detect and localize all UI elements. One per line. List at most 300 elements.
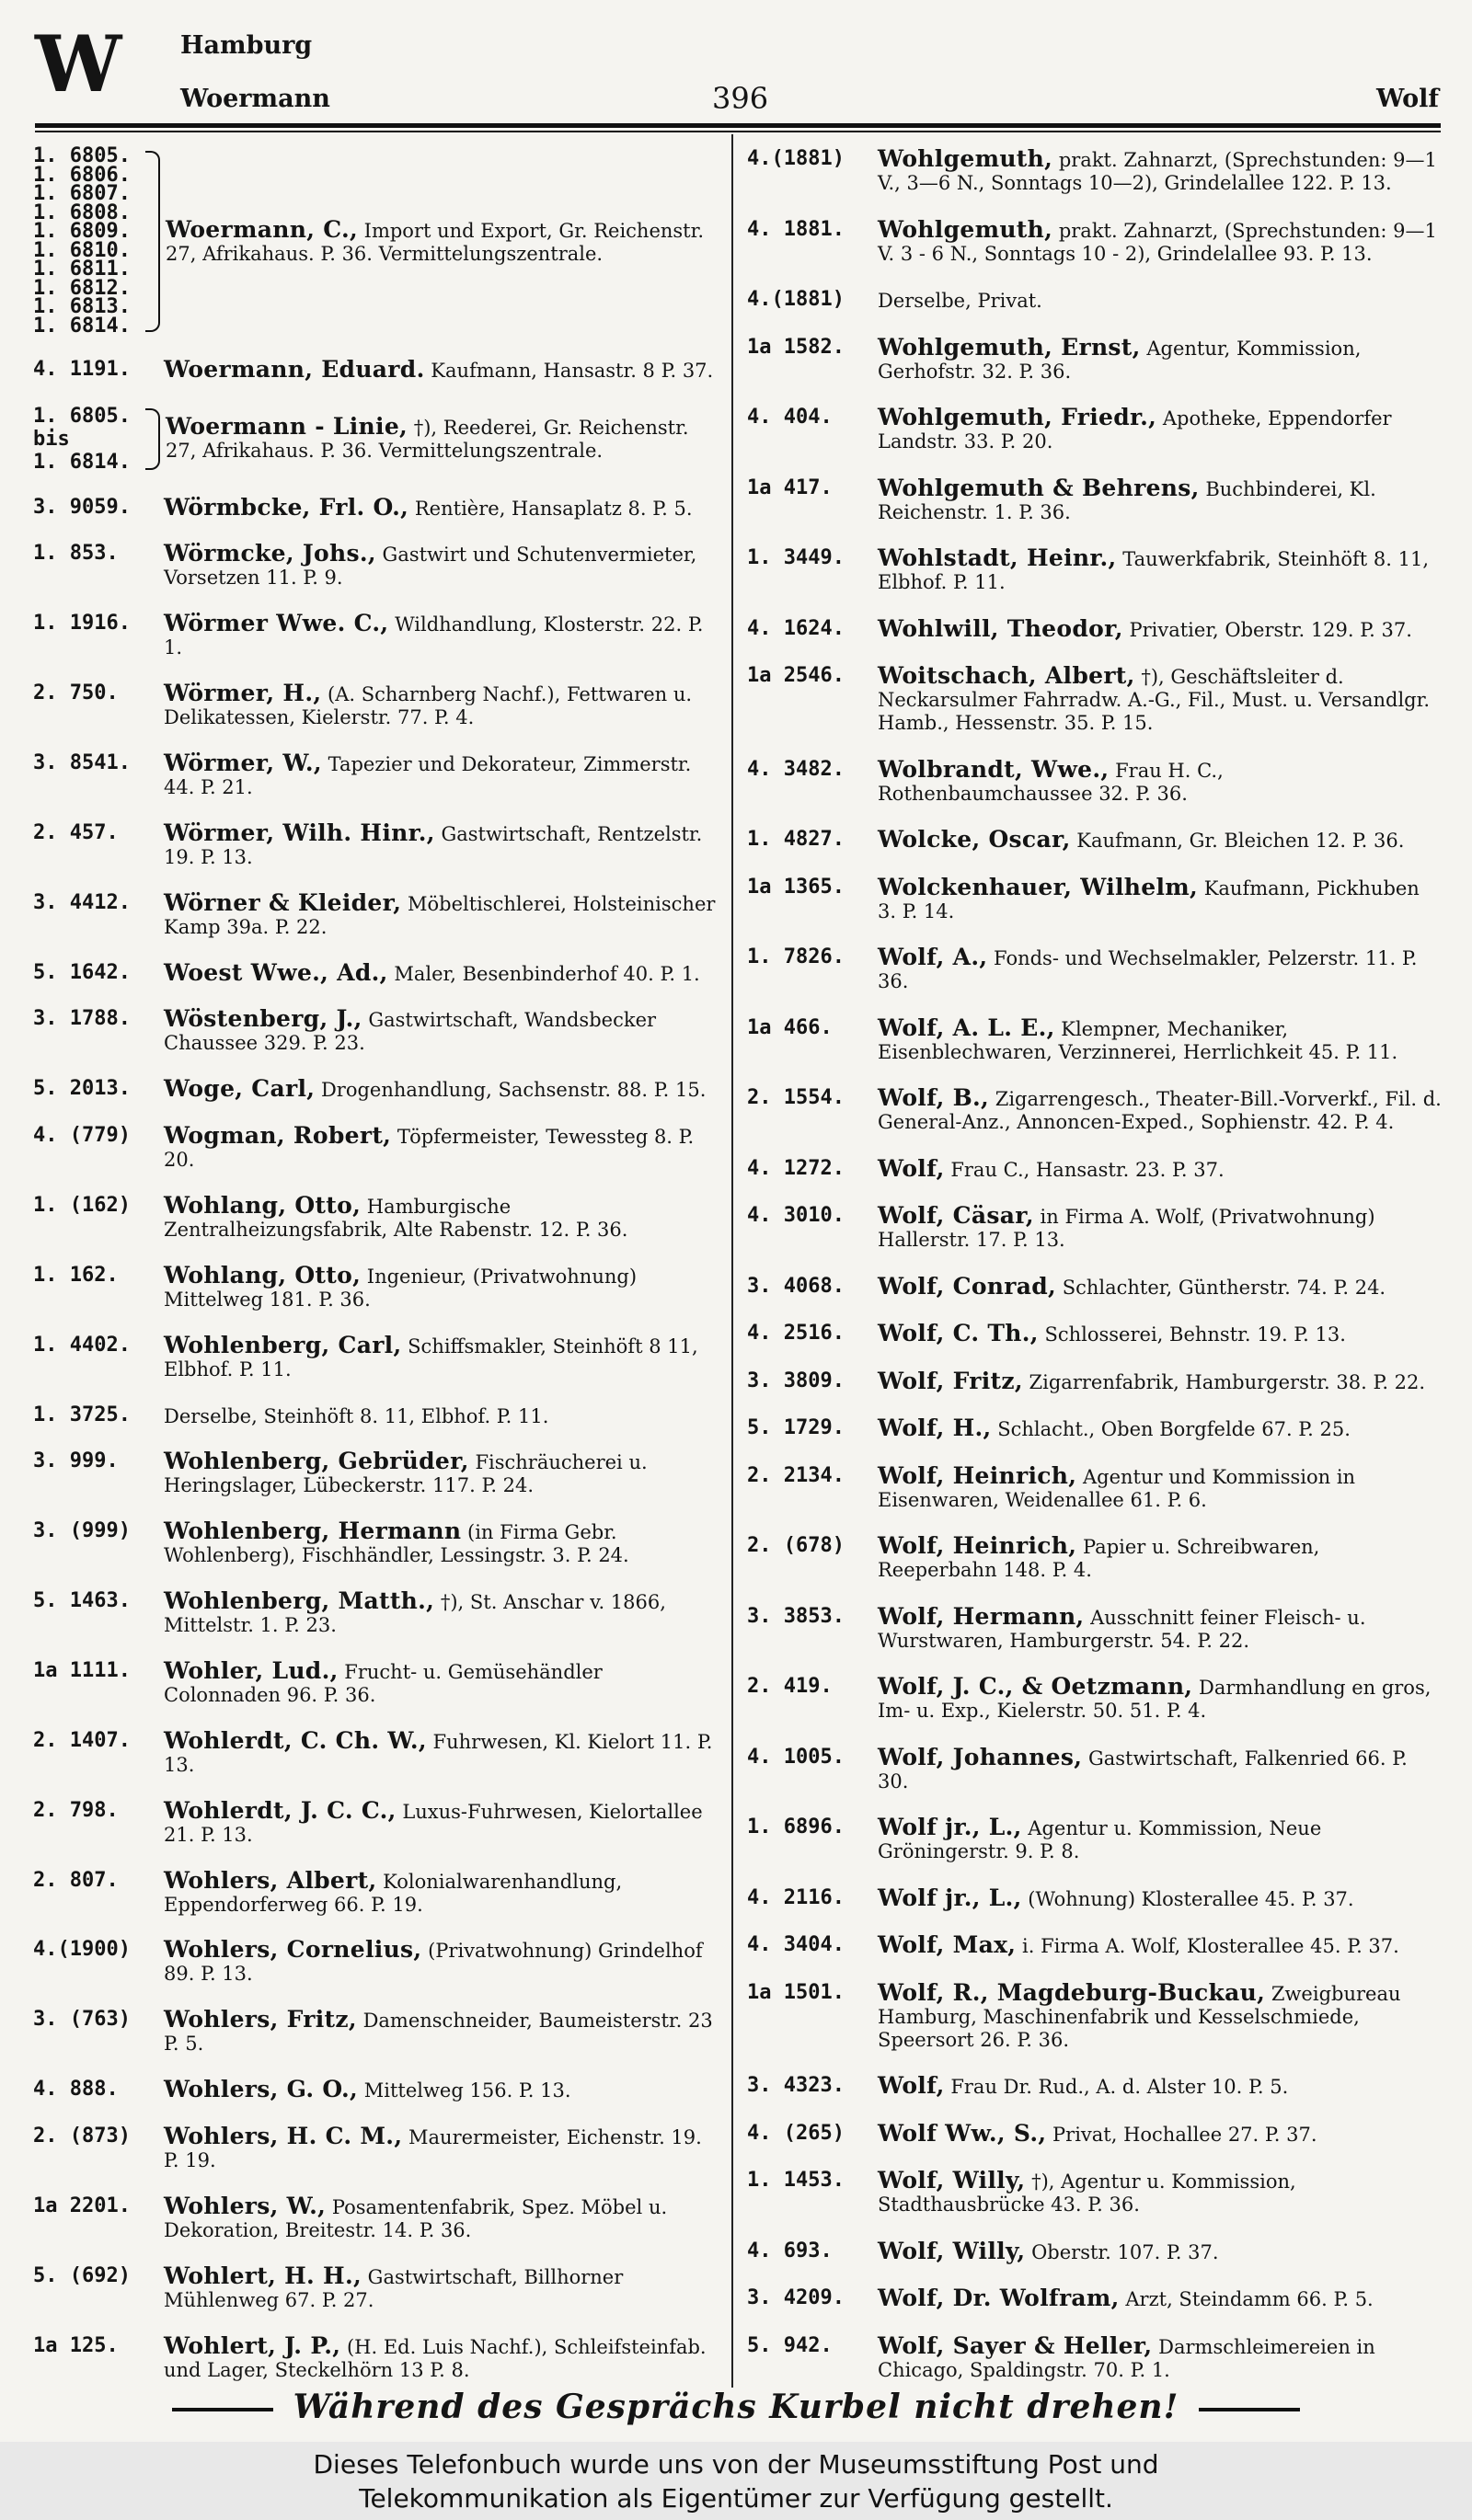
number-list (33, 405, 145, 474)
listing-text (164, 612, 719, 659)
listing-number: 5. 1642. (33, 960, 131, 984)
listing-text (878, 2169, 1442, 2216)
listing-text (878, 476, 1442, 524)
listing-text (878, 1534, 1442, 1582)
slogan-dash (172, 2408, 273, 2411)
listing-number: 3. 4068. (747, 1274, 845, 1298)
listing-name: Wolf, A., (878, 944, 988, 970)
listing-number: 3. 3853. (747, 1604, 845, 1628)
listing-name: Wohlstadt, Heinr., (878, 544, 1117, 571)
listing-detail: Apotheke, Eppendorfer Landstr. 33. P. 20. (878, 407, 1392, 452)
page-number: 396 (712, 81, 769, 116)
listing-number: 3. (999) (33, 1519, 131, 1543)
listing-name: Wolf, J. C., & Oetzmann, (878, 1673, 1193, 1700)
listing-text (164, 1519, 719, 1567)
listing-number: 4. (779) (33, 1124, 131, 1148)
listing-number: 1a 1582. (747, 335, 845, 359)
listing-text (878, 546, 1442, 594)
listing-detail: Mittelweg 156. P. 13. (363, 2079, 571, 2102)
listing-number: 4. 1624. (747, 616, 845, 640)
listing-detail: (A. Scharnberg Nachf.), Fettwaren u. Delikatessen, Kielerstr. 77. P. 4. (164, 683, 693, 729)
listing-name: Wolf, A. L. E., (878, 1014, 1055, 1041)
listing-entry (747, 1154, 1442, 1182)
listing-entry (33, 1589, 719, 1637)
header-rule (35, 123, 1441, 128)
listing-name: Wörmer, Wilh. Hinr., (164, 819, 435, 846)
listing-number: 5. 1463. (33, 1589, 131, 1613)
listing-name: Wolf, Willy, (878, 2237, 1026, 2264)
listing-entry (747, 1816, 1442, 1863)
listing-text (164, 682, 719, 729)
listing-detail: Möbeltischlerei, Holsteinischer Kamp 39a. P. 22. (164, 892, 716, 938)
listing-number: 1. 6805. (33, 404, 131, 428)
listing-name: Wolf jr., L., (878, 1884, 1022, 1911)
listing-text (878, 1416, 1442, 1441)
listing-number: 1. 162. (33, 1263, 119, 1287)
listing-entry (33, 888, 719, 939)
listing-detail: prakt. Zahnarzt, (Sprechstunden: 9—1 V. 3 - 6 N., Sonntags 10 - 2), Grindelallee 93. P. 13. (878, 219, 1437, 265)
listing-detail: Gastwirtschaft, Rentzelstr. 19. P. 13. (164, 822, 703, 868)
listing-detail: (Wohnung) Klosterallee 45. P. 37. (1028, 1887, 1354, 1910)
listing-text (164, 1007, 719, 1055)
listing-name: Wolf, (878, 1154, 945, 1182)
listing-detail: Luxus-Fuhrwesen, Kielortallee 21. P. 13. (164, 1800, 703, 1846)
listing-text (164, 1194, 719, 1242)
listing-text (878, 1743, 1442, 1793)
listing-entry (747, 755, 1442, 806)
listing-entry (33, 1007, 719, 1055)
listing-name: Wörmer, H., (164, 680, 322, 707)
listing-name: Wolf, Fritz, (878, 1367, 1023, 1394)
listing-name: Woge, Carl, (164, 1075, 316, 1103)
listing-entry (747, 828, 1442, 853)
listing-name: Wogman, Robert, (164, 1122, 392, 1150)
listing-text (878, 1204, 1442, 1252)
listing-number: 4. 1272. (747, 1156, 845, 1180)
listing-text (164, 2008, 719, 2056)
listing-detail: Fuhrwesen, Kl. Kielort 11. P. 13. (164, 1730, 713, 1776)
listing-entry (747, 1743, 1442, 1793)
listing-number: 3. 3809. (747, 1369, 845, 1392)
listing-detail: Frau H. C., Rothenbaumchaussee 32. P. 36. (878, 759, 1224, 805)
listing-name: Wohlers, Cornelius, (164, 1936, 422, 1964)
listing-number: 4. 1191. (33, 357, 131, 381)
listing-name: Woitschach, Albert, (878, 662, 1135, 689)
listing-text (878, 1272, 1442, 1300)
listing-name: Wohlang, Otto, (164, 1192, 362, 1220)
listing-text (164, 2194, 719, 2242)
listing-name: Wolf, B., (878, 1084, 990, 1111)
listing-number: 1a 417. (747, 475, 833, 499)
listing-detail: Posamentenfabrik, Spez. Möbel u. Dekoration, Breitestr. 14. P. 36. (164, 2195, 668, 2241)
listing-text (878, 1816, 1442, 1863)
listing-text (878, 2286, 1442, 2311)
listing-name: Wolf, (878, 2072, 945, 2099)
listing-name: Wohlers, W., (164, 2192, 327, 2219)
listing-number: 2. 750. (33, 682, 119, 705)
listing-entry (747, 1016, 1442, 1064)
footer-slogan (0, 2388, 1472, 2426)
listing-entry (33, 355, 719, 383)
listing-number: 4. 3404. (747, 1933, 845, 1956)
listing-text (164, 2331, 719, 2382)
listing-entry (747, 1461, 1442, 1512)
listing-entry (33, 2331, 719, 2382)
listing-detail: Ausschnitt feiner Fleisch- u. Wurstwaren, Hamburgerstr. 54. P. 22. (878, 1606, 1366, 1652)
listing-number: 5. 1729. (747, 1416, 845, 1439)
listing-entry (33, 2008, 719, 2056)
listing-number: 1. 6813. (33, 295, 131, 318)
listing-number: 5. 2013. (33, 1077, 131, 1101)
listing-number: 4.(1900) (33, 1938, 131, 1962)
listing-number: 1. 6812. (33, 276, 131, 300)
listing-detail: Agentur, Kommission, Gerhofstr. 32. P. 36. (878, 337, 1362, 383)
listing-name: Wolf, Heinrich, (878, 1532, 1077, 1559)
right-column (747, 147, 1442, 2382)
listing-name: Wohlers, Fritz, (164, 2006, 357, 2033)
listing-detail: Fonds- und Wechselmakler, Pelzerstr. 11. P. 36. (878, 947, 1418, 992)
listing-text (164, 958, 719, 986)
listing-text (878, 333, 1442, 384)
listing-detail: Rentière, Hansaplatz 8. P. 5. (414, 497, 693, 520)
listing-number: 1. 6806. (33, 163, 131, 187)
listing-number: 4. 2516. (747, 1322, 845, 1345)
listing-detail: Klempner, Mechaniker, Eisenblechwaren, Verzinnerei, Herrlichkeit 45. P. 11. (878, 1017, 1398, 1063)
listing-detail: Maler, Besenbinderhof 40. P. 1. (394, 962, 700, 985)
listing-number: 1a 1111. (33, 1659, 131, 1683)
listing-detail: Papier u. Schreibwaren, Reeperbahn 148. P. 4. (878, 1536, 1320, 1581)
listing-entry (747, 406, 1442, 453)
listing-number: 1. 6809. (33, 220, 131, 243)
listing-name: Wolf, Willy, (878, 2167, 1026, 2194)
listing-number: 4.(1881) (747, 147, 845, 170)
listing-text (878, 873, 1442, 923)
listing-text (878, 1461, 1442, 1512)
listing-entry (33, 1866, 719, 1917)
listing-block (33, 355, 719, 383)
listing-name: Woermann - Linie, (166, 413, 408, 441)
listing-detail: Schlosserei, Behnstr. 19. P. 13. (1044, 1323, 1346, 1346)
section-letter: W (35, 18, 121, 109)
listing-entry (33, 1331, 719, 1381)
listing-detail: Zigarrenfabrik, Hamburgerstr. 38. P. 22. (1029, 1370, 1426, 1393)
listing-text (878, 2119, 1442, 2147)
listing-entry (33, 542, 719, 590)
listing-text (878, 1086, 1442, 1134)
listing-entry (33, 612, 719, 659)
listing-number: 3. 4412. (33, 890, 131, 914)
listing-detail: Kaufmann, Hansastr. 8 P. 37. (431, 359, 714, 382)
grouped-listing (33, 144, 719, 338)
listing-detail: Agentur und Kommission in Eisenwaren, Weidenallee 61. P. 6. (878, 1465, 1356, 1511)
listing-entry (747, 2074, 1442, 2099)
listing-text (164, 1331, 719, 1381)
listing-detail: Maurermeister, Eichenstr. 19. P. 19. (164, 2126, 702, 2172)
listing-detail: Agentur u. Kommission, Neue Gröningerstr. 9. P. 8. (878, 1817, 1322, 1862)
left-column (33, 144, 719, 2382)
listing-detail: Kaufmann, Pickhuben 3. P. 14. (878, 876, 1420, 922)
listing-entry (747, 1369, 1442, 1394)
listing-detail: i. Firma A. Wolf, Klosterallee 45. P. 37. (1022, 1935, 1399, 1957)
listing-name: Wolf jr., L., (878, 1814, 1022, 1840)
listing-name: Wohlgemuth, (878, 145, 1053, 172)
listing-number: 4. 3010. (747, 1204, 845, 1227)
listing-text (878, 2331, 1442, 2382)
listing-text (878, 945, 1442, 993)
listing-entry (747, 2119, 1442, 2147)
listing-entry (33, 1261, 719, 1312)
listing-number: 3. (763) (33, 2008, 131, 2032)
listing-detail: Töpfermeister, Tewessteg 8. P. 20. (164, 1126, 695, 1172)
listing-number: 4. 1005. (747, 1745, 845, 1769)
listing-detail: Zweigbureau Hamburg, Maschinenfabrik und Kesselschmiede, Speersort 26. P. 36. (878, 1982, 1401, 2051)
slogan-dash (1199, 2408, 1300, 2411)
listing-number: 1. 6811. (33, 258, 131, 281)
listing-text (164, 2078, 719, 2102)
listing-detail: Fischräucherei u. Heringslager, Lübeckerstr. 117. P. 24. (164, 1451, 648, 1497)
listing-text (878, 1016, 1442, 1064)
listing-number: bis (33, 427, 70, 451)
listing-number: 1. 6808. (33, 200, 131, 224)
listing-number: 1. 3449. (747, 546, 845, 569)
listing-entry (33, 2194, 719, 2242)
listing-number: 4. (265) (747, 2121, 845, 2145)
listing-number: 3. 999. (33, 1449, 119, 1473)
listing-number: 4. 693. (747, 2239, 833, 2262)
listing-entry (747, 1933, 1442, 1958)
listing-entry (33, 1449, 719, 1497)
listing-name: Wohlgemuth & Behrens, (878, 474, 1200, 501)
listing-number: 4. 888. (33, 2078, 119, 2102)
listing-entry (33, 751, 719, 799)
listing-entry (33, 1403, 719, 1428)
listing-entry (747, 1886, 1442, 1911)
listing-number: 1a 466. (747, 1015, 833, 1039)
listing-text (164, 542, 719, 590)
listing-name: Wohlert, J. P., (164, 2331, 341, 2359)
listing-name: Wohlers, H. C. M., (164, 2123, 403, 2150)
listing-detail: Kolonialwarenhandlung, Eppendorferweg 66. P. 19. (164, 1870, 623, 1916)
listing-detail: Frucht- u. Gemüsehändler Colonnaden 96. P. 36. (164, 1661, 603, 1707)
listing-entry (33, 1659, 719, 1707)
listing-text (878, 147, 1442, 195)
listing-entry (747, 873, 1442, 923)
listing-text (164, 355, 719, 383)
listing-number: 2. 798. (33, 1798, 119, 1822)
listing-name: Wolf, Dr. Wolfram, (878, 2285, 1120, 2311)
slogan-text: Während des Gesprächs Kurbel nicht drehen! (293, 2388, 1179, 2426)
listing-entry (33, 1519, 719, 1567)
listing-number: 3. 8541. (33, 751, 131, 775)
listing-number: 1. 4827. (747, 828, 845, 851)
listing-entry (747, 1272, 1442, 1300)
listing-detail: Gastwirtschaft, Wandsbecker Chaussee 329. P. 23. (164, 1009, 657, 1055)
listing-text (166, 405, 719, 474)
listing-detail: Kaufmann, Gr. Bleichen 12. P. 36. (1076, 830, 1405, 852)
listing-detail: Gastwirt und Schutenvermieter, Vorsetzen 11. P. 9. (164, 544, 697, 590)
listing-entry (33, 1194, 719, 1242)
listing-text (878, 1933, 1442, 1958)
listing-detail: Schlachter, Güntherstr. 74. P. 24. (1062, 1276, 1386, 1299)
listing-number: 1a 2546. (747, 664, 845, 687)
listing-detail: Frau C., Hansastr. 23. P. 37. (950, 1158, 1225, 1181)
listing-number: 1. 6814. (33, 314, 131, 338)
listing-text (164, 2264, 719, 2312)
listing-detail: Darmhandlung en gros, Im- u. Exp., Kielerstr. 50. 51. P. 4. (878, 1677, 1432, 1722)
listing-name: Wolf Ww., S., (878, 2119, 1047, 2147)
listing-entry (747, 664, 1442, 735)
listing-number: 1. 6810. (33, 238, 131, 262)
grouping-brace (145, 151, 160, 332)
listing-number: 1a 1501. (747, 1980, 845, 2004)
listing-detail: Frau Dr. Rud., A. d. Alster 10. P. 5. (950, 2076, 1289, 2098)
listing-entry (747, 1534, 1442, 1582)
listing-number: 1. 6814. (33, 450, 131, 474)
listing-text (878, 215, 1442, 266)
listing-entry (747, 2169, 1442, 2216)
listing-name: Wolf, Sayer & Heller, (878, 2331, 1153, 2359)
listing-name: Wohlerdt, J. C. C., (164, 1796, 397, 1824)
listing-entry (747, 2239, 1442, 2264)
listing-name: Wohlang, Otto, (164, 1261, 362, 1289)
listing-name: Wohlgemuth, Friedr., (878, 404, 1157, 430)
listing-name: Woermann, Eduard. (164, 355, 425, 383)
listing-number: 1. 6807. (33, 182, 131, 205)
first-entry-heading: Woermann (180, 85, 330, 113)
listing-number: 1. 853. (33, 542, 119, 566)
listing-name: Wolckenhauer, Wilhelm, (878, 873, 1199, 900)
listing-name: Wolf, Heinrich, (878, 1461, 1077, 1489)
listing-detail: Import und Export, Gr. Reichenstr. 27, Afrikahaus. P. 36. Vermittelungszentrale. (166, 219, 705, 265)
listing-name: Wolf, Hermann, (878, 1602, 1085, 1630)
listing-name: Wöstenberg, J., (164, 1005, 362, 1033)
listing-detail: (H. Ed. Luis Nachf.), Schleifsteinfab. und Lager, Steckelhörn 13 P. 8. (164, 2335, 707, 2381)
listing-text (878, 1154, 1442, 1182)
listing-detail: Darmschleimereien in Chicago, Spaldingstr. 70. P. 1. (878, 2335, 1375, 2381)
column-divider (731, 134, 733, 2388)
listing-number: 1a 1365. (747, 875, 845, 899)
banner-line: Dieses Telefonbuch wurde uns von der Museumsstiftung Post und (313, 2449, 1159, 2480)
listing-detail: Gastwirtschaft, Billhorner Mühlenweg 67. P. 27. (164, 2265, 624, 2311)
listing-entry (747, 1204, 1442, 1252)
last-entry-heading: Wolf (1375, 85, 1439, 113)
listing-name: Wohlenberg, Hermann (164, 1518, 462, 1545)
listing-name: Wohlerdt, C. Ch. W., (164, 1726, 427, 1754)
listing-entry (747, 2286, 1442, 2311)
listing-entry (747, 147, 1442, 195)
city-heading: Hamburg (180, 31, 313, 60)
listing-detail: Damenschneider, Baumeisterstr. 23 P. 5. (164, 2010, 713, 2056)
listing-name: Wohlert, H. H., (164, 2262, 362, 2289)
listing-name: Wörmer, W., (164, 750, 322, 777)
listing-text (164, 1938, 719, 1986)
header-rule-thin (35, 131, 1441, 132)
listing-text (878, 1675, 1442, 1723)
listing-name: Wolf, Johannes, (878, 1743, 1083, 1770)
listing-entry (33, 2264, 719, 2312)
listing-entry (33, 2078, 719, 2102)
listing-entry (747, 288, 1442, 313)
listing-detail: Tapezier und Dekorateur, Zimmerstr. 44. P. 21. (164, 753, 692, 799)
listing-text (878, 828, 1442, 853)
listing-name: Wolf, Cäsar, (878, 1202, 1034, 1229)
listing-text (878, 1322, 1442, 1346)
listing-text (166, 147, 719, 336)
listing-detail: Schlacht., Oben Borgfelde 67. P. 25. (997, 1418, 1351, 1440)
listing-text (878, 1886, 1442, 1911)
listing-number: 4. 3482. (747, 757, 845, 781)
listing-number: 1. 4402. (33, 1333, 131, 1357)
listing-detail: Buchbinderei, Kl. Reichenstr. 1. P. 36. (878, 477, 1376, 523)
listing-detail: Ingenieur, (Privatwohnung) Mittelweg 181. P. 36. (164, 1265, 638, 1311)
listing-text (164, 1589, 719, 1637)
listing-detail: (in Firma Gebr. Wohlenberg), Fischhändler, Lessingstr. 3. P. 24. (164, 1521, 629, 1567)
listing-number: 1. (162) (33, 1194, 131, 1218)
listing-name: Woest Wwe., Ad., (164, 958, 388, 986)
listing-number: 3. 4209. (747, 2286, 845, 2309)
listing-name: Wörner & Kleider, (164, 888, 402, 916)
listing-name: Wörmbcke, Frl. O., (164, 493, 409, 521)
listing-text (164, 1077, 719, 1102)
listing-number: 1. 7826. (747, 945, 845, 968)
listing-entry (33, 1124, 719, 1172)
listing-entry (33, 682, 719, 729)
listing-name: Wohlgemuth, (878, 215, 1053, 243)
listing-text (164, 1866, 719, 1917)
listing-number: 2. 457. (33, 820, 119, 844)
listing-detail: Wildhandlung, Klosterstr. 22. P. 1. (164, 613, 704, 659)
listing-number: 2. (873) (33, 2125, 131, 2148)
listing-detail: Derselbe, Steinhöft 8. 11, Elbhof. P. 11. (164, 1404, 549, 1427)
listing-entry (33, 958, 719, 986)
listing-number: 1. 6805. (33, 144, 131, 167)
listing-entry (747, 2331, 1442, 2382)
listing-number: 4. 2116. (747, 1885, 845, 1909)
listing-text (164, 888, 719, 939)
number-list (33, 144, 145, 338)
listing-detail: Oberstr. 107. P. 37. (1031, 2240, 1219, 2263)
listing-name: Wohlgemuth, Ernst, (878, 333, 1141, 361)
listing-number: 2. 1407. (33, 1728, 131, 1752)
listing-name: Wohlenberg, Matth., (164, 1587, 435, 1615)
listing-text (164, 1261, 719, 1312)
listing-detail: Drogenhandlung, Sachsenstr. 88. P. 15. (320, 1079, 707, 1102)
listing-entry (33, 1726, 719, 1777)
listing-number: 1a 2201. (33, 2194, 131, 2217)
listing-number: 1. 1916. (33, 612, 131, 636)
listing-name: Wohlenberg, Gebrüder, (164, 1448, 469, 1475)
listing-name: Woermann, C., (166, 215, 358, 243)
listing-text (878, 288, 1442, 313)
listing-name: Wohlers, G. O., (164, 2076, 359, 2103)
listing-number: 2. (678) (747, 1534, 845, 1557)
listing-name: Wohler, Lud., (164, 1657, 339, 1685)
listing-entry (747, 546, 1442, 594)
listing-detail: Zigarrengesch., Theater-Bill.-Vorverkf., Fil. d. General-Anz., Annoncen-Exped., Sophienstr. 42. P. 4. (878, 1088, 1442, 1133)
listing-name: Wohlers, Albert, (164, 1866, 377, 1894)
listing-detail: in Firma A. Wolf, (Privatwohnung) Hallerstr. 17. P. 13. (878, 1206, 1375, 1251)
listing-entry (33, 1077, 719, 1102)
listing-detail: Privat, Hochallee 27. P. 37. (1052, 2123, 1317, 2146)
listing-number: 4. 1881. (747, 217, 845, 241)
listing-detail: †), Geschäftsleiter d. Neckarsulmer Fahrradw. A.-G., Fil., Must. u. Versandlgr. Hamb., Hessenstr. 35. P. 15. (878, 666, 1431, 734)
listing-entry (33, 1796, 719, 1847)
listing-entry (747, 1322, 1442, 1346)
listing-detail: Derselbe, Privat. (878, 290, 1042, 312)
listing-text (164, 1124, 719, 1172)
listing-name: Wolf, R., Magdeburg-Buckau, (878, 1978, 1266, 2006)
listing-text (164, 1726, 719, 1777)
